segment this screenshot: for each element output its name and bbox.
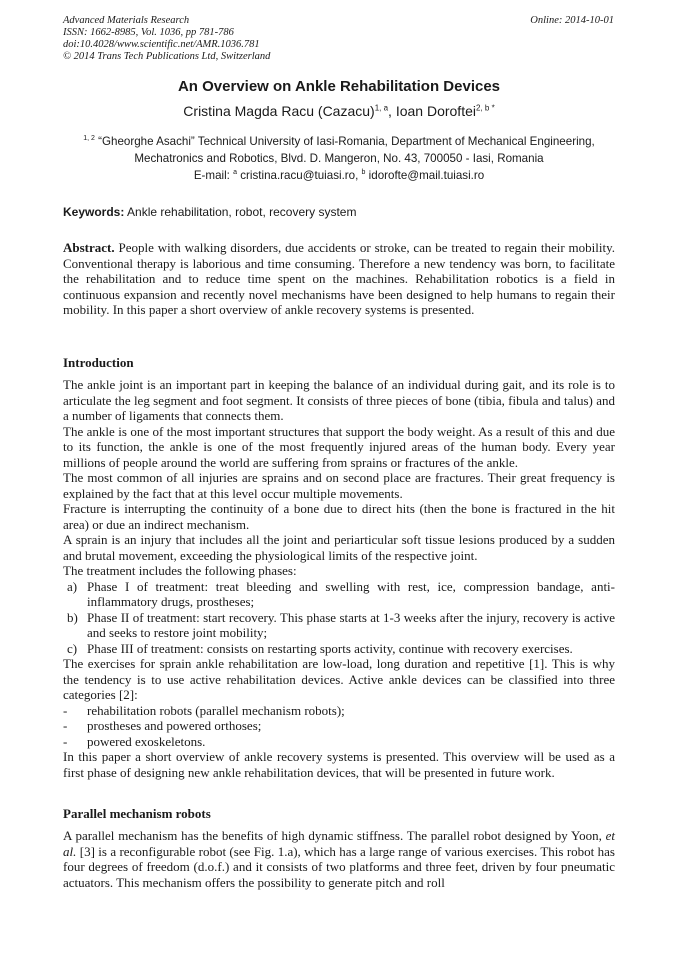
list-item bbox=[63, 610, 615, 641]
email-sup-b: b bbox=[361, 169, 366, 177]
list-marker: - bbox=[63, 733, 68, 749]
paragraph: The most common of all injuries are sprains and on second place are fractures. Their great frequency is explained by the fact that at this level occur multiple movements. bbox=[63, 470, 615, 501]
paragraph bbox=[63, 828, 615, 890]
list-marker: - bbox=[63, 702, 68, 718]
list-item bbox=[63, 641, 615, 657]
phase-list bbox=[63, 579, 615, 657]
paragraph-text: [3] is a reconfigurable robot (see Fig. 1.a), which has a large range of various exercises. This robot has four degrees of freedom (d.o.f.) and it consists of two platforms and three feet, driven by four pneumatic actuators. This mechanism offers the possibility to generate pitch and roll bbox=[63, 843, 615, 890]
list-item bbox=[63, 734, 615, 750]
list-marker: a) bbox=[67, 578, 78, 594]
list-text: rehabilitation robots (parallel mechanism robots); bbox=[87, 702, 345, 718]
paragraph: The exercises for sprain ankle rehabilitation are low-load, long duration and repetitive [1]. This is why the tendency is to use active rehabilitation devices. Active ankle devices can be classified into three categories [2]: bbox=[63, 656, 615, 702]
list-item bbox=[63, 579, 615, 610]
email-sup-a: a bbox=[233, 169, 238, 177]
parallel-body bbox=[63, 828, 615, 890]
paragraph: The ankle is one of the most important structures that support the body weight. As a result of this and due to its function, the ankle is one of the most frequently injured areas of the human body. Every year millions of people around the world are suffering from sprains or fractures of the ankle. bbox=[63, 423, 615, 470]
paragraph: The ankle joint is an important part in keeping the balance of an individual during gait, and its role is to articulate the leg segment and foot segment. It consists of three pieces of bone (tibia, fibula and talus) and a number of ligaments that connects them. bbox=[63, 377, 615, 423]
online-date: Online: 2014-10-01 bbox=[530, 15, 614, 26]
email-prefix: E-mail: bbox=[193, 169, 234, 182]
paragraph: Fracture is interrupting the continuity of a bone due to direct hits (then the bone is fractured in the hit area) or due an indirect mechanism. bbox=[63, 501, 615, 532]
list-marker: b) bbox=[67, 609, 78, 625]
list-item bbox=[63, 718, 615, 734]
paragraph: A sprain is an injury that includes all the joint and periarticular soft tissue lesions produced by a sudden and brutal movement, exceeding the physiological limits of the respective joint. bbox=[63, 532, 615, 563]
author-1-name: Cristina Magda Racu (Cazacu) bbox=[183, 103, 375, 119]
journal-name: Advanced Materials Research bbox=[63, 15, 190, 26]
keywords bbox=[63, 205, 356, 219]
list-text: powered exoskeletons. bbox=[87, 733, 206, 749]
affiliation bbox=[60, 130, 618, 167]
author-line bbox=[0, 103, 678, 119]
author-2-name: Ioan Doroftei bbox=[395, 103, 476, 119]
parallel-heading: Parallel mechanism robots bbox=[63, 806, 211, 821]
abstract bbox=[63, 240, 615, 318]
email-a: cristina.racu@tuiasi.ro, bbox=[237, 169, 362, 182]
list-item bbox=[63, 703, 615, 719]
list-text: Phase III of treatment: consists on restarting sports activity, continue with recovery exercises. bbox=[87, 640, 573, 656]
list-text: prostheses and powered orthoses; bbox=[87, 718, 262, 733]
email-b: idorofte@mail.tuiasi.ro bbox=[365, 169, 485, 182]
paper-title: An Overview on Ankle Rehabilitation Devices bbox=[177, 78, 501, 95]
introduction-heading: Introduction bbox=[63, 355, 134, 370]
author-separator: , bbox=[388, 103, 396, 119]
list-text: Phase I of treatment: treat bleeding and swelling with rest, ice, compression bandage, anti-inflammatory drugs, prostheses; bbox=[87, 578, 615, 609]
author-2-sup: 2, b * bbox=[476, 103, 495, 113]
affiliation-text: “Gheorghe Asachi” Technical University of Iasi-Romania, Department of Mechanical Engineering, Mechatronics and Robotics, Blvd. D. Mangeron, No. 43, 700050 - Iasi, Romania bbox=[94, 134, 595, 165]
paragraph-etal: et al. bbox=[63, 828, 615, 859]
paragraph: In this paper a short overview of ankle recovery systems is presented. This overview will be used as a first phase of designing new ankle rehabilitation devices, that will be presented in future work. bbox=[63, 749, 615, 780]
doi-line: doi:10.4028/www.scientific.net/AMR.1036.781 bbox=[63, 39, 260, 50]
email-line bbox=[0, 169, 678, 182]
list-marker: - bbox=[63, 718, 68, 733]
author-1-sup: 1, a bbox=[374, 103, 389, 113]
journal-header bbox=[63, 15, 443, 63]
paragraph: The treatment includes the following phases: bbox=[63, 563, 297, 578]
abstract-text: People with walking disorders, due accidents or stroke, can be treated to regain their mobility. Conventional therapy is laborious and time consuming. Therefore a new tendency was born, to facilitate the rehabilitation and to reduce time spent on the machines. Rehabilitation robotics is a field in continuous expansion and recently novel mechanisms have been designed to help humans to regain their mobility. In this paper a short overview of ankle recovery systems is presented. bbox=[63, 240, 615, 317]
paragraph-text: A parallel mechanism has the benefits of high dynamic stiffness. The parallel robot designed by Yoon, bbox=[63, 828, 606, 843]
keywords-label: Keywords: bbox=[63, 205, 125, 219]
affiliation-sup: 1, 2 bbox=[83, 135, 95, 142]
list-marker: c) bbox=[67, 640, 78, 656]
category-list bbox=[63, 703, 615, 750]
issn-line: ISSN: 1662-8985, Vol. 1036, pp 781-786 bbox=[63, 27, 234, 38]
abstract-label: Abstract. bbox=[63, 240, 115, 255]
introduction-body bbox=[63, 377, 615, 780]
list-text: Phase II of treatment: start recovery. This phase starts at 1-3 weeks after the injury, recovery is active and seeks to restore joint mobility; bbox=[87, 609, 615, 640]
copyright-line: © 2014 Trans Tech Publications Ltd, Switzerland bbox=[63, 51, 271, 62]
keywords-text: Ankle rehabilitation, robot, recovery system bbox=[124, 205, 357, 219]
